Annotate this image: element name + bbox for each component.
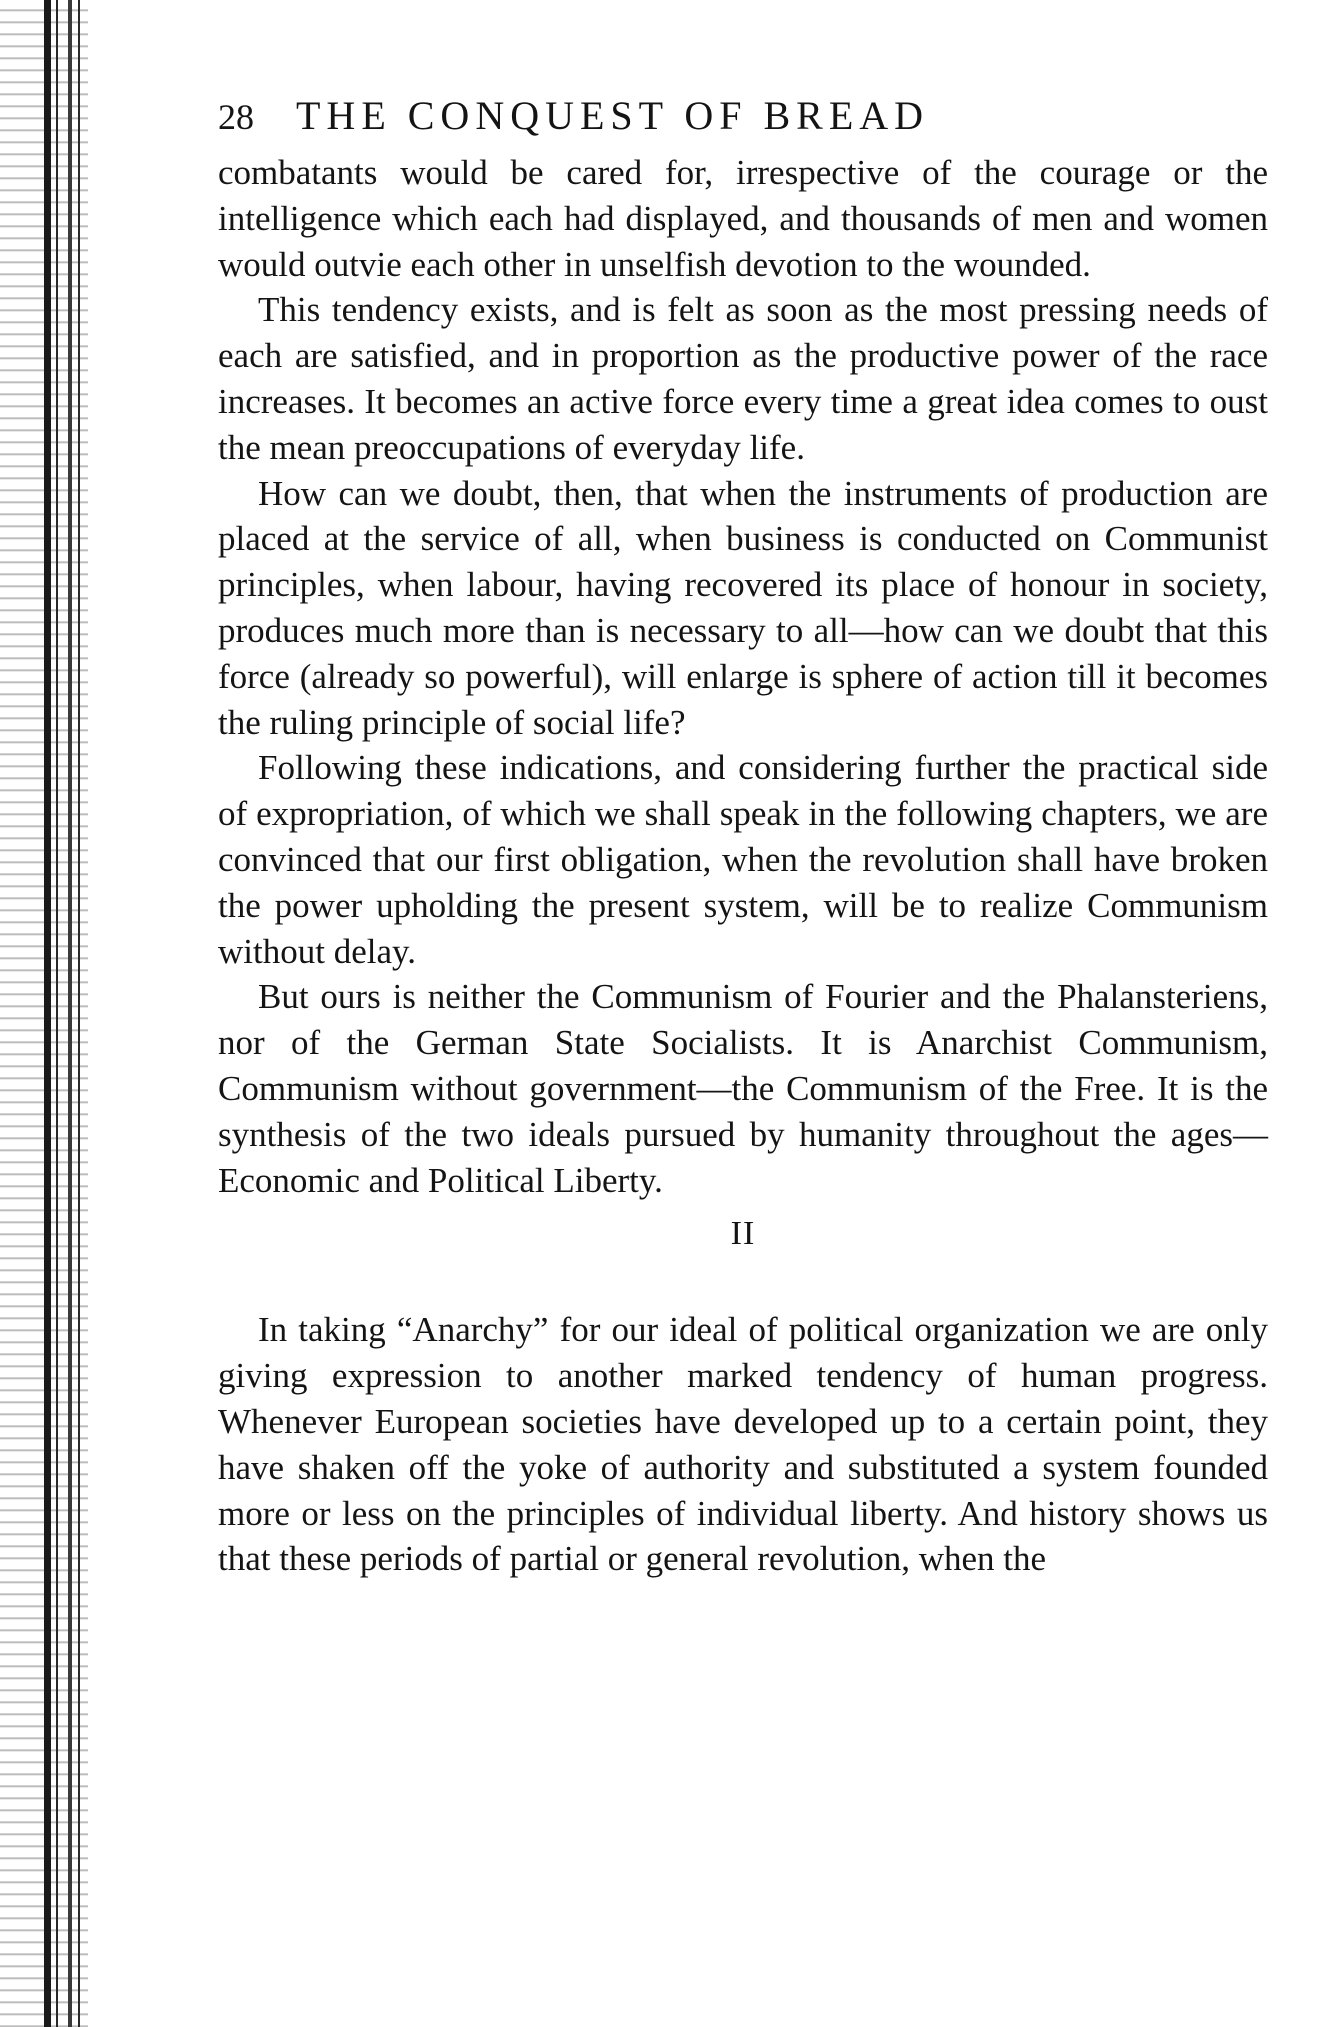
binding-line <box>56 0 58 2027</box>
book-title: THE CONQUEST OF BREAD <box>296 93 930 138</box>
paragraph: But ours is neither the Communism of Fourier and the Phalansteriens, nor of the German State Socialists. It is Anarchist Communism, Communism without government—the Communism of the Free. It is the synthesis of the two ideals pursued by humanity throughout the ages—Economic and Political Liberty. <box>218 977 1268 1200</box>
paragraph: combatants would be cared for, irrespective of the courage or the intelligence which each had displayed, and thousands of men and women would outvie each other in unselfish devotion to the wounded. <box>218 153 1268 284</box>
paragraph: In taking “Anarchy” for our ideal of political organization we are only giving expression to another marked tendency of human progress. Whenever European societies have developed up to a certain point, they have shaken off the yoke of authority and substituted a system founded more or less on the principles of individual liberty. And history shows us that these periods of partial or general revolution, when the <box>218 1310 1268 1579</box>
running-head <box>218 92 1268 150</box>
book-page <box>218 92 1268 1582</box>
book-binding-edge <box>0 0 88 2027</box>
page-number: 28 <box>218 97 254 137</box>
section-number: II <box>730 1215 756 1253</box>
paragraph: This tendency exists, and is felt as soon as the most pressing needs of each are satisfied, and in proportion as the productive power of the race increases. It becomes an active force every time a great idea comes to oust the mean preoccupations of everyday life. <box>218 290 1268 467</box>
paragraph: Following these indications, and considering further the practical side of expropriation, of which we shall speak in the following chapters, we are convinced that our first obligation, when the revolution shall have broken the power upholding the present system, will be to realize Communism without delay. <box>218 748 1268 971</box>
binding-line <box>78 0 80 2027</box>
paragraph: How can we doubt, then, that when the instruments of production are placed at the service of all, when business is conducted on Communist principles, when labour, having recovered its place of honour in society, produces much more than is necessary to all—how can we doubt that this force (already so powerful), will enlarge is sphere of action till it becomes the ruling principle of social life? <box>218 473 1268 742</box>
